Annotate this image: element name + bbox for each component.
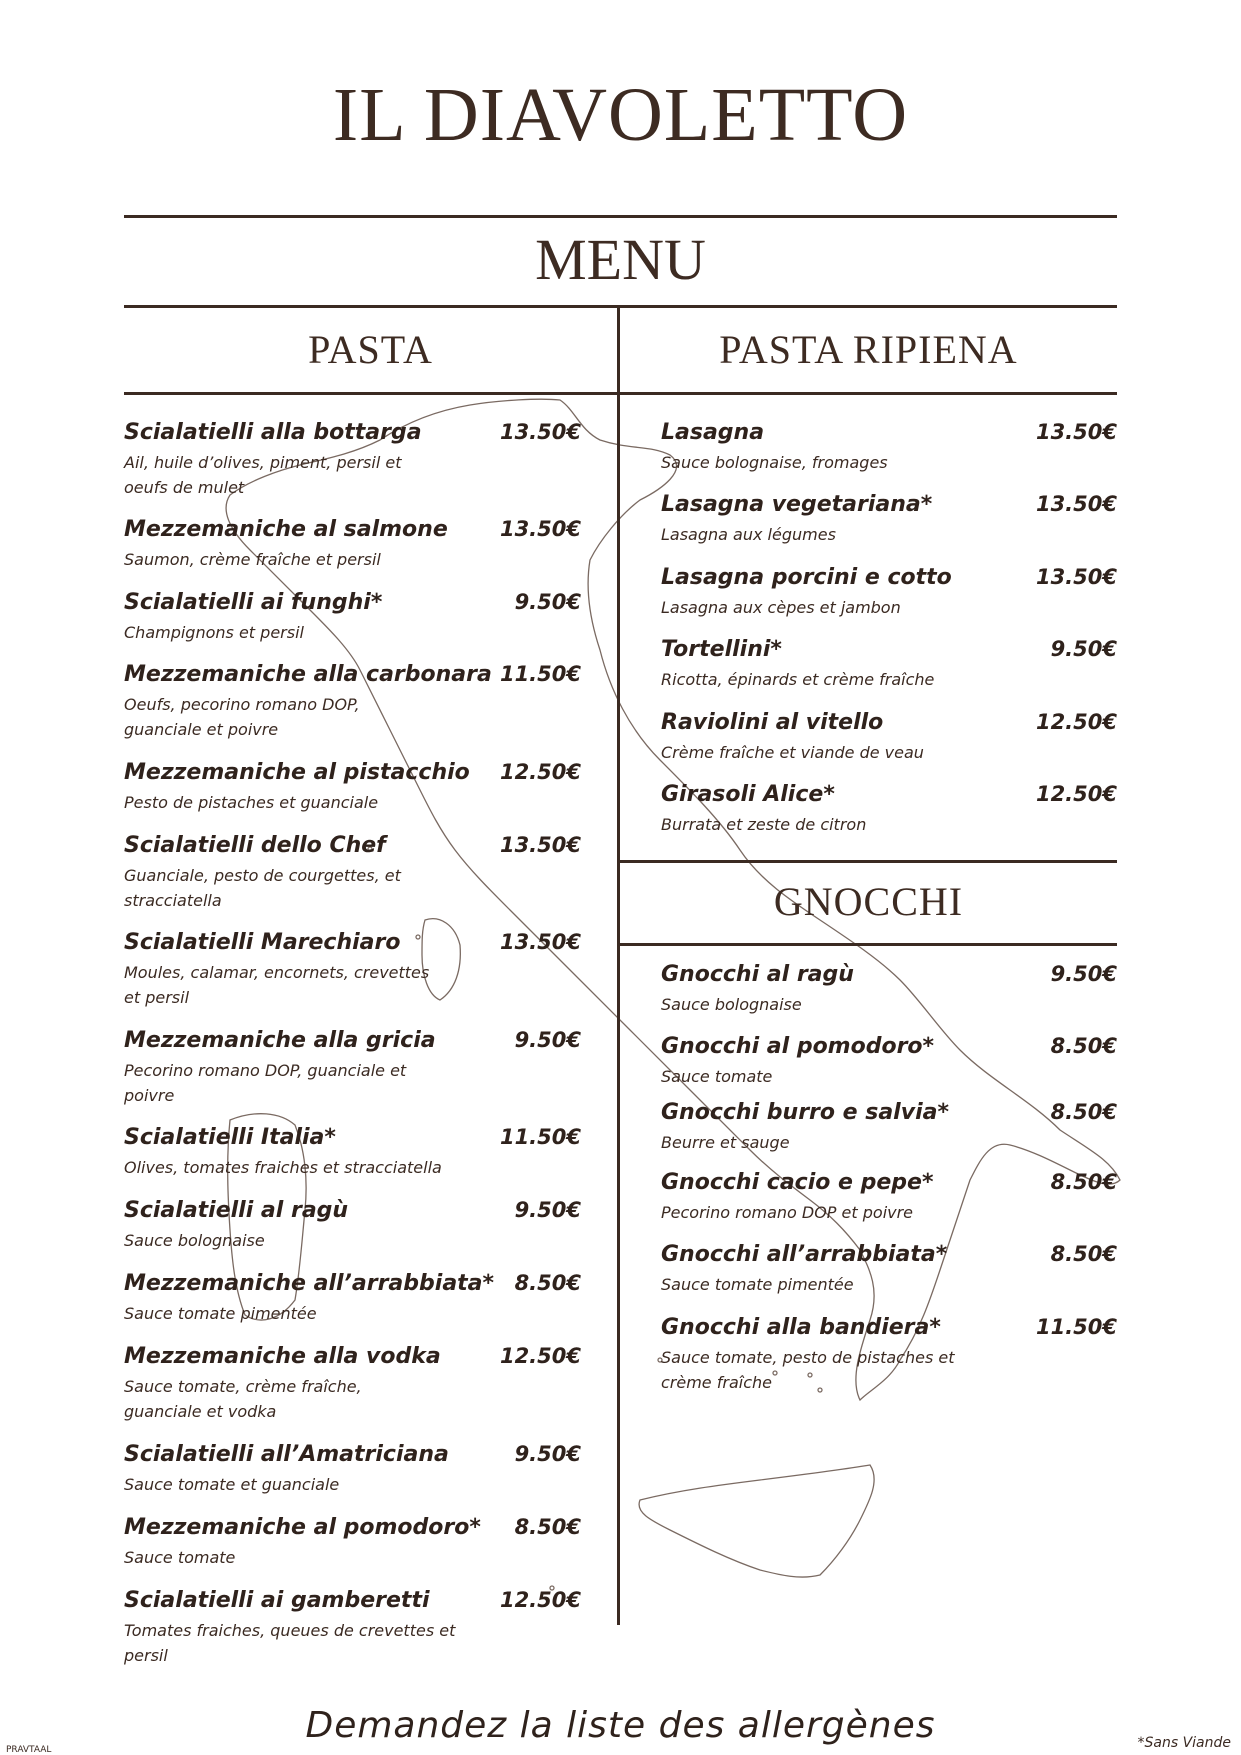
item-price: 8.50€	[1050, 1100, 1117, 1124]
item-description: Sauce tomate	[661, 1067, 773, 1086]
column-divider	[617, 305, 620, 1625]
item-price: 8.50€	[1050, 1242, 1117, 1266]
item-description: Lasagna aux cèpes et jambon	[661, 598, 901, 617]
item-price: 9.50€	[514, 590, 581, 614]
item-price: 12.50€	[1035, 782, 1117, 806]
item-name: Scialatielli Italia*	[124, 1125, 336, 1150]
item-price: 13.50€	[499, 833, 581, 857]
item-description: Sauce bolognaise	[124, 1231, 265, 1250]
item-description: Sauce tomate et guanciale	[124, 1475, 340, 1494]
item-price: 8.50€	[1050, 1034, 1117, 1058]
item-description: Saumon, crème fraîche et persil	[124, 550, 381, 569]
item-price: 8.50€	[514, 1271, 581, 1295]
item-name: Gnocchi all’arrabbiata*	[661, 1242, 948, 1267]
section-title-gnocchi: GNOCCHI	[773, 879, 964, 924]
item-name: Gnocchi alla bandiera*	[661, 1315, 941, 1340]
item-name: Lasagna	[661, 420, 765, 445]
item-price: 9.50€	[1050, 637, 1117, 661]
item-description: Beurre et sauge	[661, 1133, 790, 1152]
vegetarian-note: *Sans Viande	[1137, 1735, 1231, 1751]
item-price: 12.50€	[499, 760, 581, 784]
item-price: 13.50€	[499, 930, 581, 954]
item-name: Tortellini*	[661, 637, 782, 662]
item-price: 13.50€	[1035, 492, 1117, 516]
item-description: Pesto de pistaches et guanciale	[124, 793, 379, 812]
item-name: Girasoli Alice*	[661, 782, 835, 807]
item-price: 9.50€	[514, 1198, 581, 1222]
item-description: Pecorino romano DOP et poivre	[661, 1203, 914, 1222]
divider-top	[124, 215, 1117, 218]
sicily-outline	[639, 1465, 874, 1577]
item-description: Oeufs, pecorino romano DOP, guanciale et poivre	[124, 695, 360, 739]
item-name: Raviolini al vitello	[661, 710, 884, 735]
item-name: Mezzemaniche al salmone	[124, 517, 448, 542]
item-description: Champignons et persil	[124, 623, 304, 642]
item-name: Gnocchi al ragù	[661, 962, 854, 987]
item-name: Scialatielli alla bottarga	[124, 420, 422, 445]
item-price: 11.50€	[499, 662, 581, 686]
menu-heading: MENU	[535, 227, 706, 292]
item-description: Crème fraîche et viande de veau	[661, 743, 924, 762]
item-description: Olives, tomates fraiches et stracciatella	[124, 1158, 442, 1177]
item-description: Sauce tomate pimentée	[661, 1275, 854, 1294]
item-name: Scialatielli ai funghi*	[124, 590, 383, 615]
item-name: Gnocchi al pomodoro*	[661, 1034, 935, 1059]
item-price: 8.50€	[514, 1515, 581, 1539]
item-description: Sauce bolognaise, fromages	[661, 453, 888, 472]
item-price: 13.50€	[1035, 420, 1117, 444]
allergen-notice: Demandez la liste des allergènes	[305, 1705, 936, 1746]
item-description: Sauce bolognaise	[661, 995, 802, 1014]
item-description: Burrata et zeste de citron	[661, 815, 867, 834]
item-price: 13.50€	[499, 517, 581, 541]
item-name: Gnocchi burro e salvia*	[661, 1100, 949, 1125]
item-description: Moules, calamar, encornets, crevettes et persil	[124, 963, 430, 1007]
item-price: 9.50€	[514, 1028, 581, 1052]
item-name: Lasagna porcini e cotto	[661, 565, 952, 590]
item-name: Mezzemaniche al pistacchio	[124, 760, 470, 785]
section-title-pasta: PASTA	[308, 327, 433, 372]
item-name: Mezzemaniche al pomodoro*	[124, 1515, 481, 1540]
item-description: Sauce tomate pimentée	[124, 1304, 317, 1323]
divider-pasta-header	[124, 392, 1117, 395]
item-description: Sauce tomate, crème fraîche, guanciale et vodka	[124, 1377, 362, 1421]
item-description: Sauce tomate	[124, 1548, 236, 1567]
item-description: Ail, huile d’olives, piment, persil et oeufs de mulet	[124, 453, 402, 497]
item-name: Mezzemaniche alla carbonara	[124, 662, 492, 687]
item-name: Mezzemaniche all’arrabbiata*	[124, 1271, 495, 1296]
item-name: Mezzemaniche alla vodka	[124, 1344, 441, 1369]
divider-gnocchi-bottom	[617, 943, 1117, 946]
designer-credit: PRAVTAAL	[6, 1745, 52, 1755]
item-name: Scialatielli Marechiaro	[124, 930, 401, 955]
divider-gnocchi-top	[617, 860, 1117, 863]
item-price: 11.50€	[499, 1125, 581, 1149]
item-price: 12.50€	[1035, 710, 1117, 734]
item-name: Lasagna vegetariana*	[661, 492, 933, 517]
item-name: Mezzemaniche alla gricia	[124, 1028, 436, 1053]
item-description: Guanciale, pesto de courgettes, et stracciatella	[124, 866, 401, 910]
item-price: 11.50€	[1035, 1315, 1117, 1339]
item-price: 9.50€	[514, 1442, 581, 1466]
section-title-pasta-ripiena: PASTA RIPIENA	[719, 327, 1018, 372]
divider-under-menu	[124, 305, 1117, 308]
item-description: Sauce tomate, pesto de pistaches et crème fraîche	[661, 1348, 955, 1392]
item-description: Ricotta, épinards et crème fraîche	[661, 670, 935, 689]
item-description: Lasagna aux légumes	[661, 525, 836, 544]
item-description: Pecorino romano DOP, guanciale et poivre	[124, 1061, 407, 1105]
item-price: 8.50€	[1050, 1170, 1117, 1194]
item-name: Gnocchi cacio e pepe*	[661, 1170, 934, 1195]
item-price: 9.50€	[1050, 962, 1117, 986]
item-price: 13.50€	[1035, 565, 1117, 589]
item-name: Scialatielli ai gamberetti	[124, 1588, 430, 1613]
item-name: Scialatielli al ragù	[124, 1198, 349, 1223]
item-name: Scialatielli all’Amatriciana	[124, 1442, 449, 1467]
item-price: 13.50€	[499, 420, 581, 444]
restaurant-title: IL DIAVOLETTO	[332, 73, 909, 157]
item-name: Scialatielli dello Chef	[124, 833, 386, 858]
item-price: 12.50€	[499, 1588, 581, 1612]
item-description: Tomates fraiches, queues de crevettes et persil	[124, 1621, 456, 1665]
item-price: 12.50€	[499, 1344, 581, 1368]
